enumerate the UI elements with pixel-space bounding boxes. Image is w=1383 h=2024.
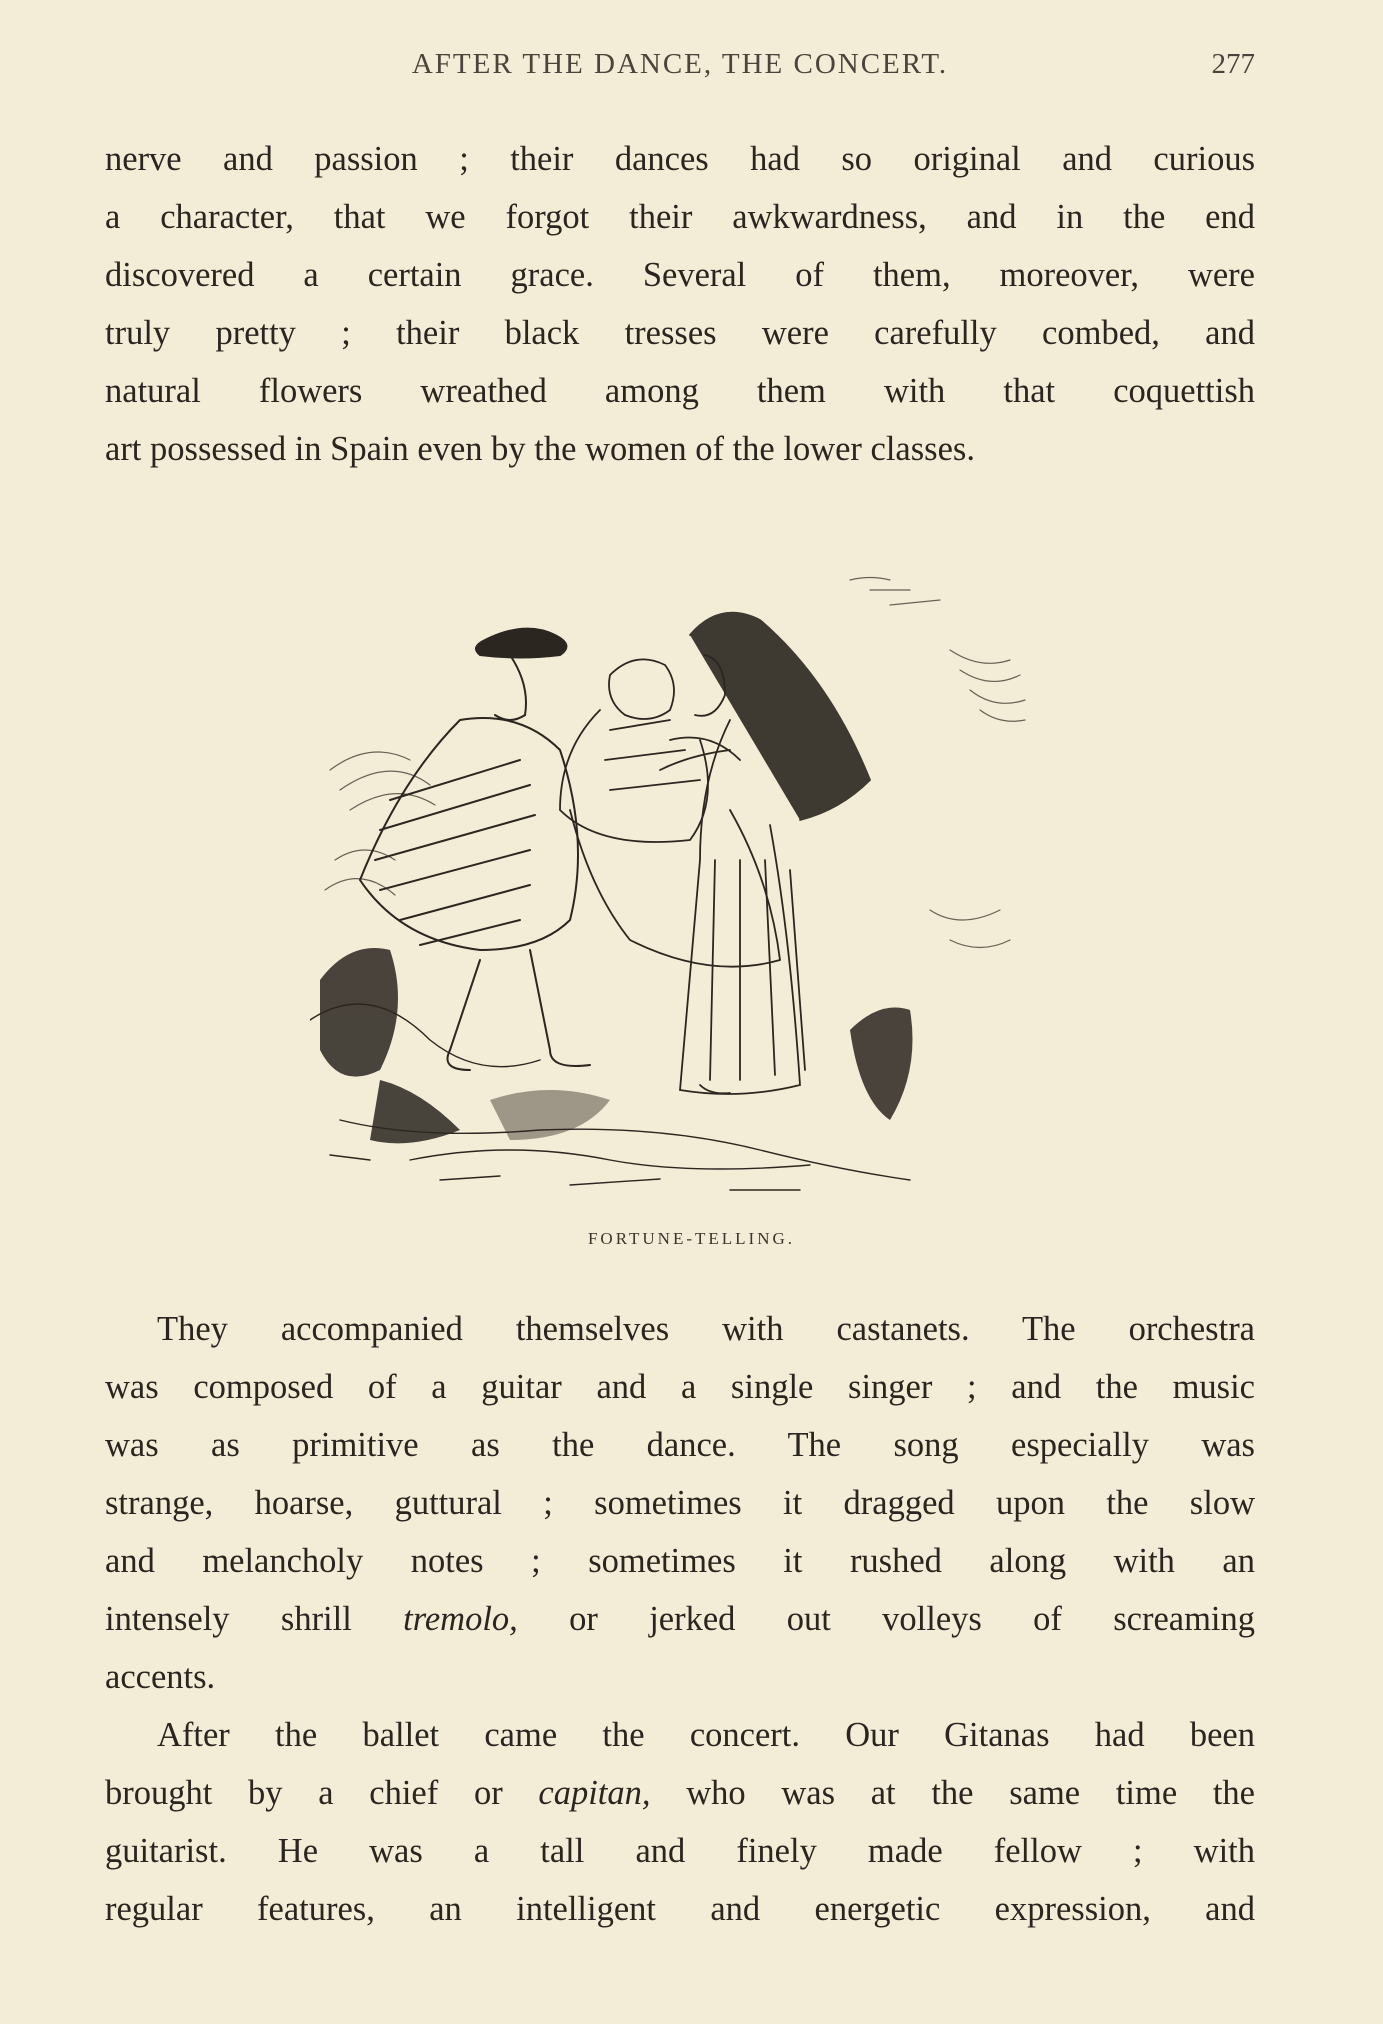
text-line: a character, that we forgot their awkwardness, and in the end xyxy=(105,198,1255,236)
text-line: and melancholy notes ; sometimes it rushed along with an xyxy=(105,1542,1255,1580)
shadow-masses xyxy=(320,948,913,1143)
text-line: guitarist. He was a tall and finely made fellow ; with xyxy=(105,1832,1255,1870)
paragraph-2 xyxy=(105,1300,1255,1938)
text-line xyxy=(105,1764,1255,1822)
text-segment: intensely shrill xyxy=(105,1600,404,1638)
text-line: They accompanied themselves with castanets. The orchestra xyxy=(157,1310,1255,1348)
text-segment: or jerked out volleys of screaming xyxy=(517,1600,1255,1638)
text-line: was composed of a guitar and a single singer ; and the music xyxy=(105,1368,1255,1406)
text-line: After the ballet came the concert. Our Gitanas had been xyxy=(157,1716,1255,1754)
text-line: nerve and passion ; their dances had so original and curious xyxy=(105,140,1255,178)
fortune-telling-illustration xyxy=(310,560,1070,1200)
text-line xyxy=(105,1590,1255,1648)
text-line: was as primitive as the dance. The song especially was xyxy=(105,1426,1255,1464)
italic-word: tremolo, xyxy=(403,1600,518,1638)
text-line: discovered a certain grace. Several of them, moreover, were xyxy=(105,256,1255,294)
figure-caption: FORTUNE-TELLING. xyxy=(587,1229,796,1248)
text-line: regular features, an intelligent and energetic expression, and xyxy=(105,1890,1255,1928)
text-line: accents. xyxy=(105,1658,216,1696)
text-segment: brought by a chief or xyxy=(105,1774,539,1812)
paragraph-1 xyxy=(105,130,1255,478)
text-line: truly pretty ; their black tresses were carefully combed, and xyxy=(105,314,1255,352)
page-header xyxy=(105,48,1255,88)
text-segment: who was at the same time the xyxy=(650,1774,1255,1812)
young-woman-figure xyxy=(660,613,870,1094)
text-line: art possessed in Spain even by the women of the lower classes. xyxy=(105,430,975,468)
running-title: AFTER THE DANCE, THE CONCERT. xyxy=(411,48,949,80)
italic-word: capitan, xyxy=(538,1774,651,1812)
text-line: natural flowers wreathed among them with that coquettish xyxy=(105,372,1255,410)
page-number: 277 xyxy=(1211,48,1255,80)
text-line: strange, hoarse, guttural ; sometimes it dragged upon the slow xyxy=(105,1484,1255,1522)
